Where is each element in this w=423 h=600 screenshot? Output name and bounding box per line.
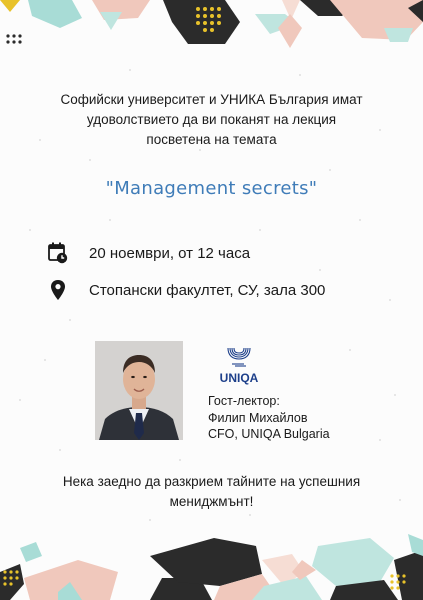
lecture-topic: "Management secrets" <box>105 178 318 199</box>
closing-text <box>20 472 403 512</box>
event-date-row <box>48 242 250 264</box>
map-pin-icon <box>48 279 68 301</box>
event-date-text: 20 ноември, от 12 часа <box>89 244 251 262</box>
lecturer-info <box>208 393 330 443</box>
closing-line-2: мениджмънт! <box>169 494 254 509</box>
lecturer-photo <box>95 341 183 440</box>
uniqa-logo-text: UNIQA <box>219 371 259 385</box>
intro-line-2: удоволствието да ви поканят на лекция <box>86 112 337 127</box>
event-location-text: Стопански факултет, СУ, зала 300 <box>89 281 326 299</box>
intro-line-1: Софийски университет и УНИКА България имат <box>60 92 363 107</box>
calendar-clock-icon <box>48 242 68 264</box>
lecturer-label: Гост-лектор: <box>208 394 280 408</box>
lecturer-position: CFO, UNIQA Bulgaria <box>208 427 330 441</box>
intro-line-3: посветена на темата <box>146 132 277 147</box>
lecturer-name: Филип Михайлов <box>208 410 308 425</box>
event-location-row <box>48 279 325 301</box>
closing-line-1: Нека заедно да разкрием тайните на успешния <box>62 474 361 489</box>
uniqa-logo <box>212 345 266 385</box>
intro-text <box>20 90 403 150</box>
